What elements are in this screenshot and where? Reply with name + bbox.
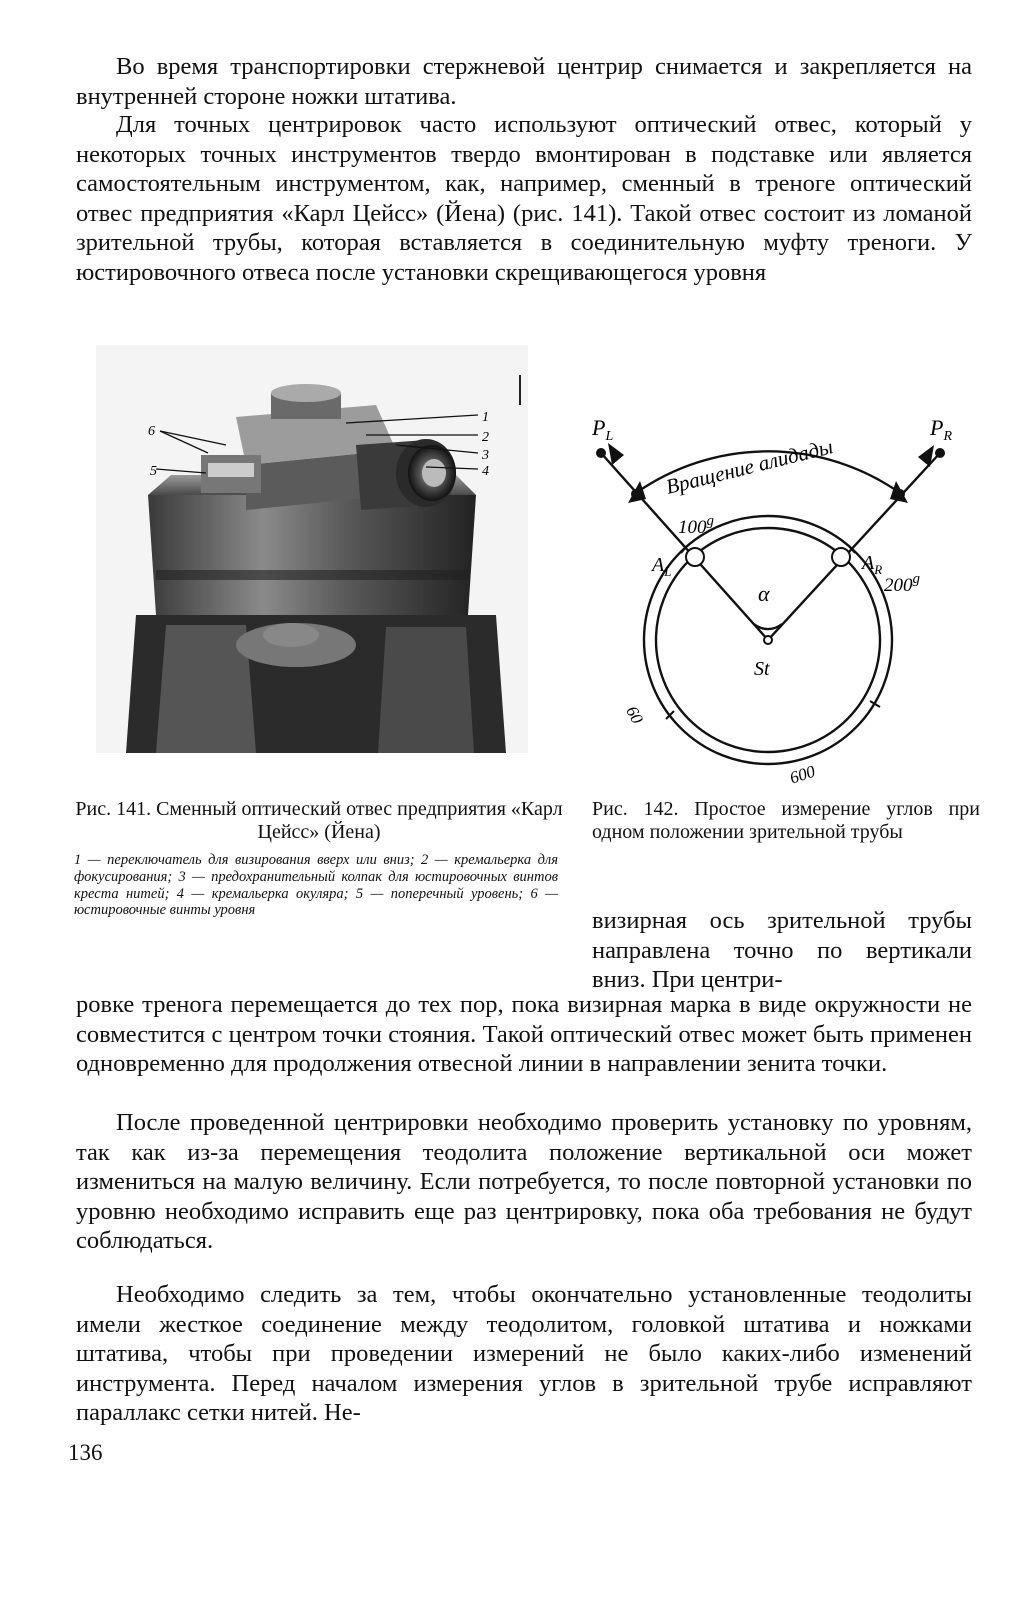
scale-60: 60 bbox=[622, 703, 647, 727]
rotation-label: Вращение алидады bbox=[663, 434, 836, 499]
figure-141-caption: Рис. 141. Сменный оптический отвес предприятия «Карл Цейсс» (Йена) bbox=[75, 798, 563, 843]
point-p-right: $P_R$ bbox=[930, 415, 953, 444]
label-1: 1 bbox=[482, 410, 489, 425]
figure-142-caption: Рис. 142. Простое измерение углов при одном положении зрительной трубы bbox=[592, 798, 980, 843]
page-number: 136 bbox=[68, 1440, 103, 1465]
figure-141-photo bbox=[96, 345, 528, 753]
point-p-left: $P_L$ bbox=[592, 415, 614, 444]
paragraph-2-wrap: визирная ось зрительной трубы направлена точно по вертикали вниз. При центри- bbox=[592, 907, 972, 994]
label-2: 2 bbox=[482, 430, 489, 445]
label-5: 5 bbox=[150, 464, 157, 479]
paragraph-2: Для точных центрировок часто используют оптический отвес, который у некоторых точных инструментов твердо вмонтирован в подставке или является самостоятельным инструментом, как, например, сменный в треноге оптический отвес предприятия «Карл Цейсс» (Йена) (рис. 141). Такой отвес состоит из ломаной зрительной трубы, которая вставляется в соединительную муфту треноги. У юстировочного отвеса после установки скрещивающегося уровня bbox=[76, 111, 972, 286]
figure-142-diagram bbox=[578, 405, 958, 790]
paragraph-4: Необходимо следить за тем, чтобы окончательно установленные теодолиты имели жесткое соединение между теодолитом, головкой штатива и ножками штатива, чтобы при проведении измерений не было каких-либо изменений инструмента. Перед началом измерения углов в зрительной трубе исправляют параллакс сетки нитей. Не- bbox=[76, 1281, 972, 1427]
scale-600: 600 bbox=[787, 761, 818, 788]
station-st: St bbox=[754, 658, 770, 680]
angle-alpha: α bbox=[758, 581, 770, 606]
label-3: 3 bbox=[482, 448, 489, 463]
label-6: 6 bbox=[148, 424, 155, 439]
index-a-left: $A_L$ bbox=[652, 554, 672, 579]
label-4: 4 bbox=[482, 464, 489, 479]
reading-200: 200$^g$ bbox=[884, 571, 920, 596]
reading-100: 100$^g$ bbox=[678, 513, 714, 538]
figure-141-legend: 1 — переключатель для визирования вверх или вниз; 2 — кремальерка для фокусирования; 3 — предохранительный колпак для юстировочных винтов креста нитей; 4 — кремальерка окуляра; 5 — поперечный уровень; 6 — юстировочные винты уровня bbox=[74, 852, 558, 919]
paragraph-1: Во время транспортировки стержневой центрир снимается и закрепляется на внутренней стороне ножки штатива. bbox=[76, 53, 972, 110]
index-a-right: $A_R$ bbox=[862, 552, 883, 577]
paragraph-2-continued: ровке тренога перемещается до тех пор, пока визирная марка в виде окружности не совместится с центром точки стояния. Такой оптический отвес может быть применен одновременно для продолжения отвесной линии в направлении зенита точки. bbox=[76, 991, 972, 1078]
paragraph-3: После проведенной центрировки необходимо проверить установку по уровням, так как из-за перемещения теодолита положение вертикальной оси может измениться на малую величину. Если потребуется, то после повторной установки по уровню необходимо исправить еще раз центрировку, пока оба требования не будут соблюдаться. bbox=[76, 1109, 972, 1255]
